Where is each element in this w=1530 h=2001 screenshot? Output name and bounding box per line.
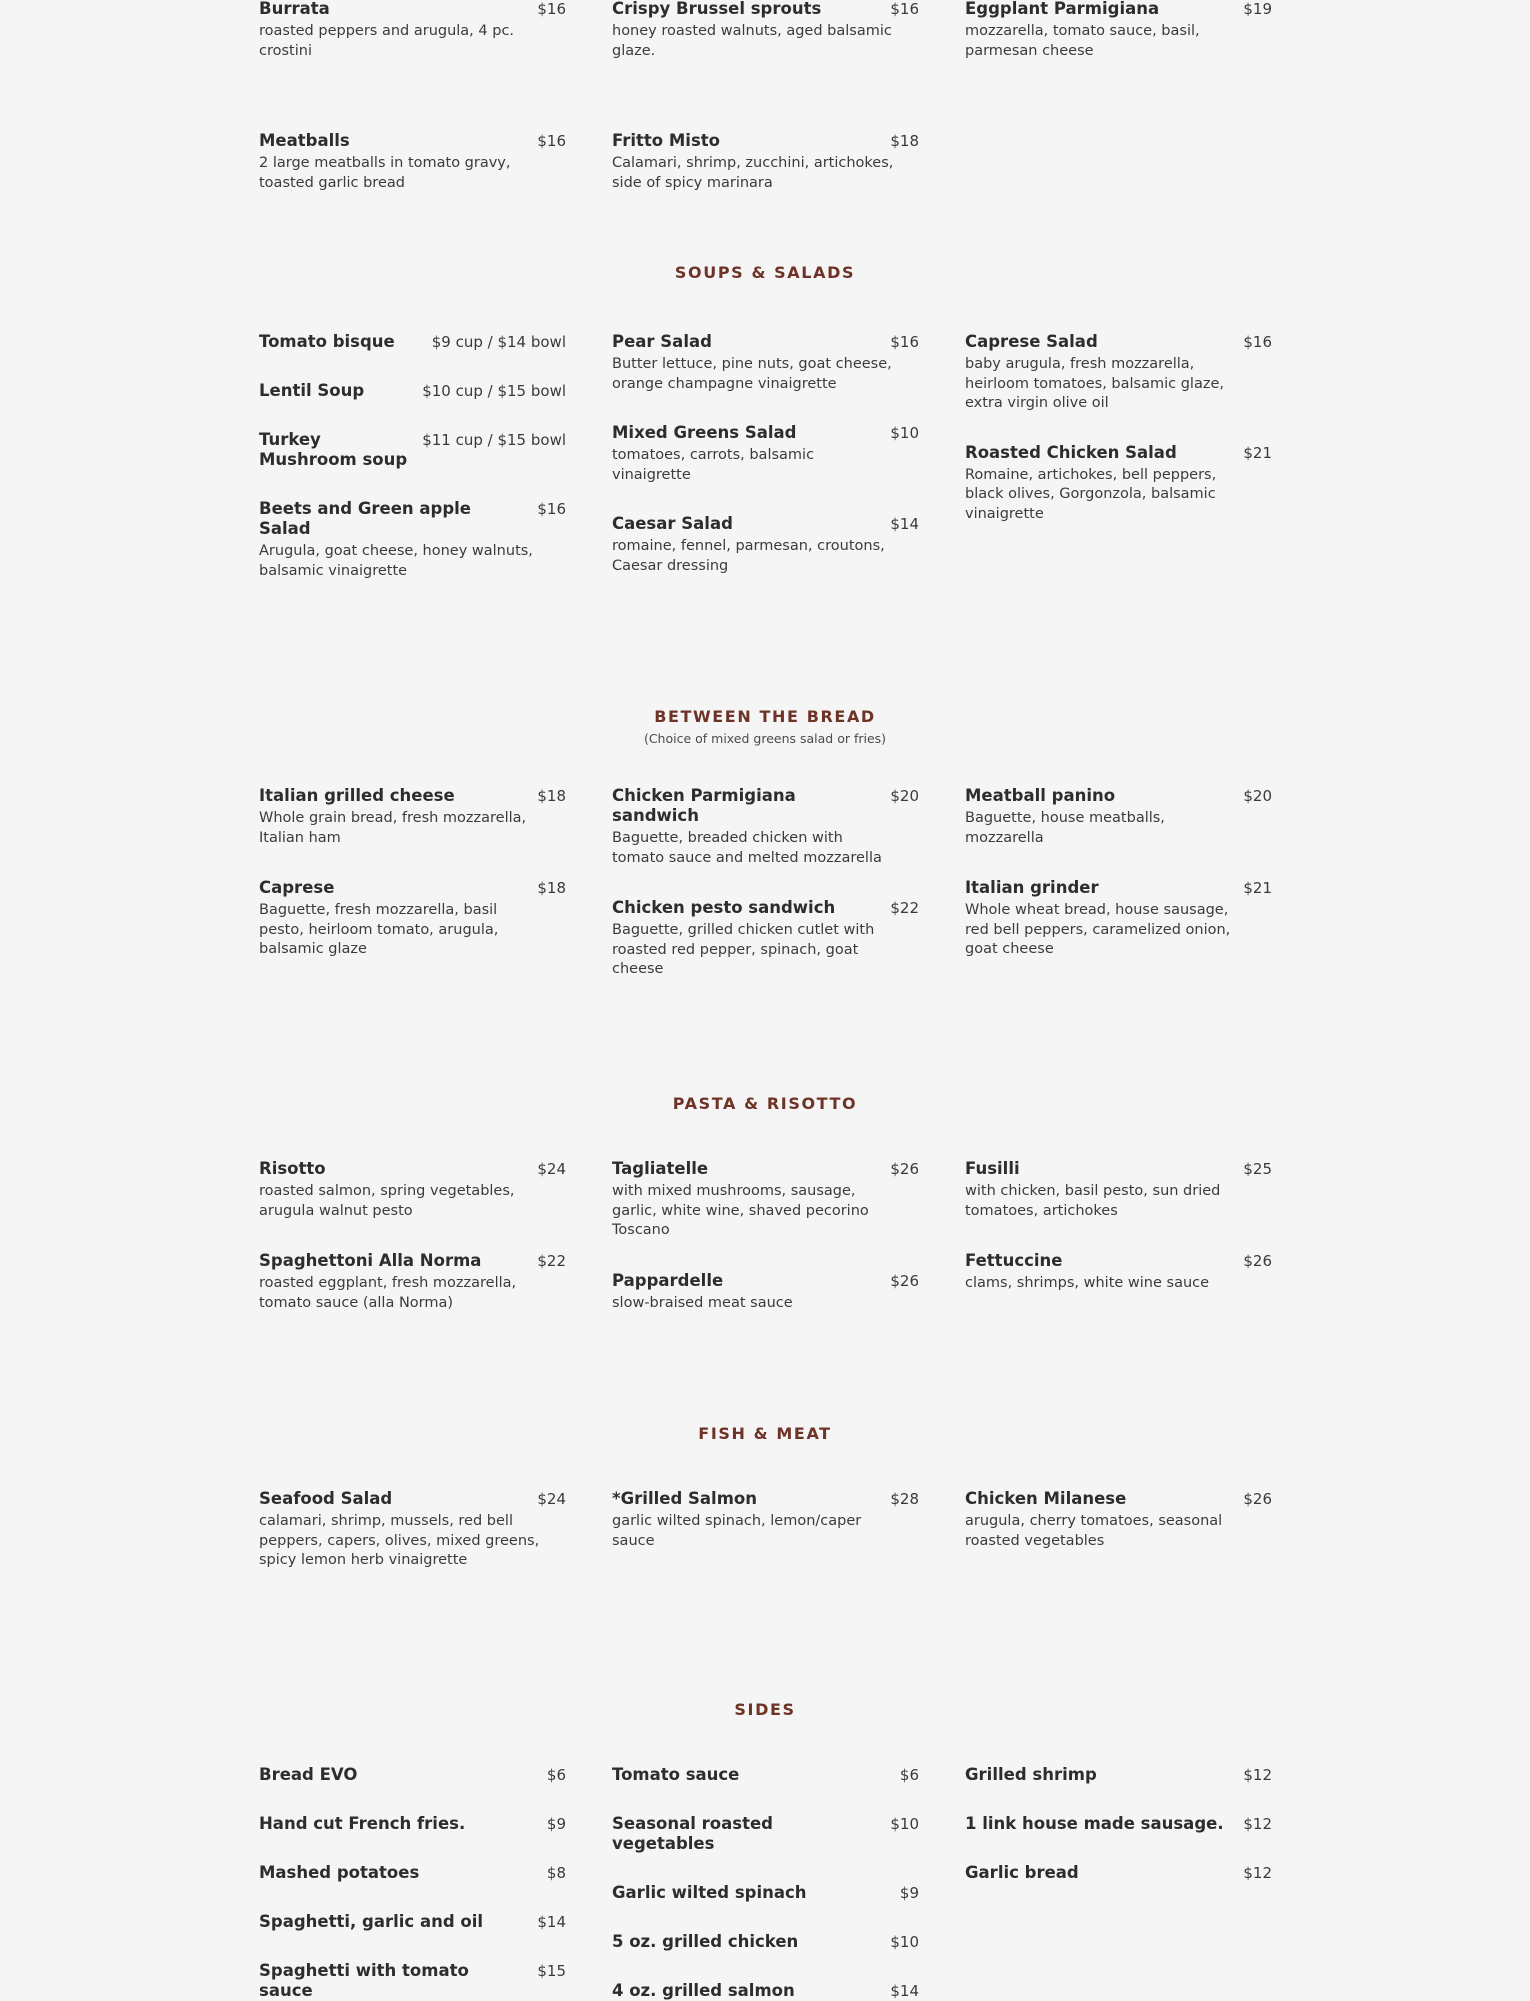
menu-item <box>259 430 566 470</box>
menu-item-name: Chicken Parmigiana sandwich <box>612 786 796 825</box>
menu-item <box>965 443 1272 525</box>
menu-item-price: $11 cup / $15 bowl <box>422 431 566 449</box>
menu-item-name: Caprese Salad <box>965 332 1098 351</box>
menu-item-name: Fritto Misto <box>612 131 720 150</box>
menu-item-header <box>965 786 1272 806</box>
menu-item-description: arugula, cherry tomatoes, seasonal roasted vegetables <box>965 1513 1223 1549</box>
menu-item-name: Garlic bread <box>965 1863 1079 1882</box>
menu-item-header <box>612 423 919 443</box>
menu-item-name: 1 link house made sausage. <box>965 1814 1224 1833</box>
menu-item-header <box>259 131 566 151</box>
menu-item <box>612 1814 919 1854</box>
menu-item-price: $14 <box>890 1982 919 2000</box>
menu-item-header <box>612 1489 919 1509</box>
menu-item-description: tomatoes, carrots, balsamic vinaigrette <box>612 447 815 483</box>
menu-item-name: Pear Salad <box>612 332 712 351</box>
menu-item <box>965 1251 1272 1294</box>
menu-item <box>259 878 566 960</box>
sides-col-1 <box>259 1765 566 2001</box>
menu-item-name: Meatball panino <box>965 786 1116 805</box>
menu-item-name: Crispy Brussel sprouts <box>612 0 822 18</box>
menu-item <box>612 786 919 868</box>
menu-item-name: Caesar Salad <box>612 514 733 533</box>
menu-item-price: $14 <box>537 1913 566 1931</box>
menu-item <box>965 1159 1272 1221</box>
menu-item-price: $19 <box>1243 0 1272 18</box>
menu-item-price: $16 <box>1243 333 1272 351</box>
menu-item-name: Fettuccine <box>965 1251 1063 1270</box>
menu-item-price: $16 <box>537 0 566 18</box>
menu-item-price: $6 <box>546 1766 566 1784</box>
menu-item <box>259 1251 566 1313</box>
soups-col-2 <box>612 332 919 581</box>
section-soups-salads <box>259 263 1271 581</box>
menu-item <box>612 1883 919 1903</box>
menu-item <box>612 1765 919 1785</box>
menu-item-price: $26 <box>890 1271 919 1290</box>
menu-item-header <box>612 514 919 534</box>
menu-item-header <box>612 1883 919 1903</box>
menu-item-header <box>965 1251 1272 1271</box>
fish-grid <box>259 1489 1271 1571</box>
pasta-grid <box>259 1159 1271 1313</box>
menu-item-price: $10 <box>890 1815 919 1833</box>
menu-item <box>259 1765 566 1785</box>
menu-item-name: Grilled shrimp <box>965 1765 1097 1784</box>
section-title: PASTA & RISOTTO <box>672 1094 858 1113</box>
fish-col-2 <box>612 1489 919 1571</box>
menu-item-header <box>259 1489 566 1509</box>
menu-item-price: $21 <box>1243 879 1272 897</box>
menu-item-name: Caprese <box>259 878 335 897</box>
menu-item-header <box>259 499 566 539</box>
menu-item-name: Tomato bisque <box>259 332 395 351</box>
fish-col-1 <box>259 1489 566 1571</box>
section-pasta-risotto <box>259 1094 1271 1313</box>
sides-grid <box>259 1765 1271 2001</box>
menu-item-price: $24 <box>537 1490 566 1508</box>
menu-item-header <box>612 1932 919 1952</box>
menu-item-name: Mashed potatoes <box>259 1863 420 1882</box>
menu-item-name: Lentil Soup <box>259 381 365 400</box>
menu-item-description: Arugula, goat cheese, honey walnuts, balsamic vinaigrette <box>259 543 533 579</box>
menu-item-price: $26 <box>1243 1252 1272 1270</box>
menu-item-description: roasted eggplant, fresh mozzarella, tomato sauce (alla Norma) <box>259 1275 517 1311</box>
menu-item-header <box>259 332 566 352</box>
menu-item-header <box>259 1863 566 1883</box>
menu-item-name: Beets and Green apple Salad <box>259 499 472 538</box>
menu-item-header <box>612 0 919 19</box>
menu-item-description: Butter lettuce, pine nuts, goat cheese, orange champagne vinaigrette <box>612 356 892 392</box>
section-starters <box>259 0 1271 193</box>
menu-item-description: slow-braised meat sauce <box>612 1294 793 1311</box>
soups-col-3 <box>965 332 1272 581</box>
menu-item-header <box>259 1814 566 1834</box>
menu-item-name: Chicken pesto sandwich <box>612 898 836 917</box>
starters-col-2 <box>612 0 919 193</box>
menu-item-price: $24 <box>537 1160 566 1178</box>
menu-item-description: garlic wilted spinach, lemon/caper sauce <box>612 1513 862 1549</box>
menu-item-price: $14 <box>890 515 919 533</box>
bread-col-3 <box>965 786 1272 980</box>
menu-item-header <box>965 1814 1272 1834</box>
menu-item-name: Eggplant Parmigiana <box>965 0 1160 18</box>
menu-item-description: honey roasted walnuts, aged balsamic glaze. <box>612 23 892 59</box>
menu-item-name: 5 oz. grilled chicken <box>612 1932 799 1951</box>
menu-item <box>612 1981 919 2001</box>
menu-item-price: $9 <box>546 1815 566 1833</box>
menu-item <box>965 0 1272 61</box>
pasta-col-2 <box>612 1159 919 1313</box>
menu-item <box>259 786 566 848</box>
menu-item-description: with mixed mushrooms, sausage, garlic, white wine, shaved pecorino Toscano <box>612 1183 869 1238</box>
menu-item-header <box>965 443 1272 463</box>
menu-item-description: Whole grain bread, fresh mozzarella, Italian ham <box>259 810 527 846</box>
menu-item-price: $12 <box>1243 1766 1272 1784</box>
menu-item-header <box>259 1159 566 1179</box>
menu-item-description: Baguette, grilled chicken cutlet with roasted red pepper, spinach, goat cheese <box>612 922 875 977</box>
menu-item <box>259 1159 566 1221</box>
section-title: SOUPS & SALADS <box>674 263 856 282</box>
menu-item-header <box>965 1863 1272 1883</box>
menu-item-description: roasted peppers and arugula, 4 pc. crostini <box>259 23 515 59</box>
sides-col-2 <box>612 1765 919 2001</box>
menu-item-price: $18 <box>537 879 566 897</box>
menu-item-header <box>259 1912 566 1932</box>
menu-item-price: $10 <box>890 1933 919 1951</box>
menu-item <box>259 381 566 401</box>
sides-col-3 <box>965 1765 1272 2001</box>
menu-item-name: Tomato sauce <box>612 1765 740 1784</box>
starters-grid <box>259 0 1271 193</box>
bread-grid <box>259 786 1271 980</box>
menu-item-header <box>259 1961 566 2001</box>
menu-item-price: $10 <box>890 424 919 442</box>
menu-item-name: Fusilli <box>965 1159 1020 1178</box>
menu-item-price: $9 cup / $14 bowl <box>431 333 566 351</box>
menu-item <box>612 514 919 576</box>
menu-item-description: Calamari, shrimp, zucchini, artichokes, side of spicy marinara <box>612 155 894 191</box>
menu-item-name: *Grilled Salmon <box>612 1489 757 1508</box>
menu-item-header <box>259 786 566 806</box>
menu-item-header <box>612 1271 919 1291</box>
menu-item-header <box>259 381 566 401</box>
menu-item <box>612 1489 919 1551</box>
menu-item-price: $8 <box>546 1864 566 1882</box>
menu-item-price: $18 <box>890 132 919 150</box>
menu-item-name: Tagliatelle <box>612 1159 709 1178</box>
menu-item-header <box>965 878 1272 898</box>
menu-item-price: $16 <box>537 132 566 150</box>
menu-item-name: Seasonal roasted vegetables <box>612 1814 773 1853</box>
menu-item-header <box>612 1159 919 1179</box>
menu-item-name: Spaghettoni Alla Norma <box>259 1251 482 1270</box>
pasta-col-1 <box>259 1159 566 1313</box>
menu-item <box>259 1814 566 1834</box>
menu-item-description: baby arugula, fresh mozzarella, heirloom tomatoes, balsamic glaze, extra virgin olive oil <box>965 356 1224 411</box>
menu-item-header <box>259 1765 566 1785</box>
menu-item <box>965 878 1272 960</box>
menu-item-price: $16 <box>890 0 919 18</box>
section-between-the-bread <box>259 707 1271 980</box>
menu-item-price: $15 <box>537 1962 566 1980</box>
menu-item-price: $20 <box>890 787 919 805</box>
menu-item-price: $9 <box>899 1884 919 1902</box>
menu-item-price: $25 <box>1243 1160 1272 1178</box>
menu-item-header <box>965 332 1272 352</box>
menu-item <box>612 131 919 193</box>
menu-item-price: $21 <box>1243 443 1272 462</box>
menu-item <box>612 0 919 61</box>
starters-col-3 <box>965 0 1272 193</box>
menu-item-header <box>965 1489 1272 1509</box>
menu-item-price: $12 <box>1243 1864 1272 1882</box>
menu-item-description: Romaine, artichokes, bell peppers, black olives, Gorgonzola, balsamic vinaigrette <box>965 466 1217 522</box>
menu-item-description: Baguette, house meatballs, mozzarella <box>965 810 1165 846</box>
bread-col-2 <box>612 786 919 980</box>
menu-item-price: $28 <box>890 1490 919 1508</box>
menu-item-description: with chicken, basil pesto, sun dried tomatoes, artichokes <box>965 1183 1221 1219</box>
menu-item-name: Burrata <box>259 0 330 18</box>
menu-item <box>612 1932 919 1952</box>
pasta-col-3 <box>965 1159 1272 1313</box>
menu-item-price: $22 <box>537 1252 566 1270</box>
menu-item <box>259 1489 566 1571</box>
menu-item-header <box>259 1251 566 1271</box>
menu-item-header <box>612 786 919 826</box>
menu-item-price: $20 <box>1243 787 1272 805</box>
menu-item-description: romaine, fennel, parmesan, croutons, Caesar dressing <box>612 538 885 574</box>
menu-item-header <box>612 332 919 352</box>
menu-item <box>259 1863 566 1883</box>
section-subtitle: (Choice of mixed greens salad or fries) <box>643 731 887 746</box>
menu-item-name: Risotto <box>259 1159 326 1178</box>
menu-item <box>965 1814 1272 1834</box>
menu-item-price: $22 <box>890 899 919 917</box>
section-fish-meat <box>259 1424 1271 1571</box>
menu-item-header <box>965 1159 1272 1179</box>
menu-item-header <box>612 1765 919 1785</box>
menu-item <box>259 332 566 352</box>
menu-item-description: 2 large meatballs in tomato gravy, toasted garlic bread <box>259 155 511 191</box>
menu-item-price: $16 <box>890 333 919 351</box>
menu-item-header <box>259 0 566 19</box>
menu-item-description: Baguette, breaded chicken with tomato sauce and melted mozzarella <box>612 830 882 866</box>
menu-item-name: Meatballs <box>259 131 350 150</box>
menu-item-description: clams, shrimps, white wine sauce <box>965 1275 1210 1291</box>
menu-item-name: Chicken Milanese <box>965 1489 1127 1508</box>
menu-item <box>612 332 919 394</box>
section-title: FISH & MEAT <box>698 1424 832 1443</box>
menu-item-price: $16 <box>537 500 566 518</box>
menu-item-name: Spaghetti, garlic and oil <box>259 1912 484 1931</box>
soups-col-1 <box>259 332 566 581</box>
menu-item-price: $6 <box>899 1766 919 1784</box>
menu-item-price: $26 <box>890 1160 919 1178</box>
section-title: BETWEEN THE BREAD <box>654 707 876 726</box>
soups-grid <box>259 332 1271 581</box>
menu-item-name: Italian grinder <box>965 878 1099 897</box>
menu-item-name: Mixed Greens Salad <box>612 423 797 442</box>
section-sides <box>259 1700 1271 2001</box>
menu-item-name: Seafood Salad <box>259 1489 393 1508</box>
menu-item <box>965 786 1272 848</box>
menu-item <box>965 1489 1272 1551</box>
menu-item-name: Italian grilled cheese <box>259 786 455 805</box>
menu-item <box>259 0 566 61</box>
fish-col-3 <box>965 1489 1272 1571</box>
menu-item-header <box>612 898 919 918</box>
menu-item-header <box>612 1981 919 2001</box>
starters-col-1 <box>259 0 566 193</box>
menu-item-header <box>612 131 919 151</box>
menu-item-price: $18 <box>537 787 566 805</box>
menu-item-header <box>612 1814 919 1854</box>
menu-item <box>965 1765 1272 1785</box>
menu-item-header <box>965 0 1272 19</box>
menu-item-name: Pappardelle <box>612 1270 724 1290</box>
menu-item-name: Bread EVO <box>259 1765 358 1784</box>
menu-item-name: Garlic wilted spinach <box>612 1883 807 1902</box>
menu-item-price: $26 <box>1243 1490 1272 1508</box>
menu-item <box>259 131 566 193</box>
menu-item-price: $12 <box>1243 1815 1272 1833</box>
menu-item-header <box>965 1765 1272 1785</box>
menu-item <box>612 1271 919 1314</box>
menu-item-name: Hand cut French fries. <box>259 1814 466 1833</box>
menu-item-name: 4 oz. grilled salmon <box>612 1981 795 2000</box>
menu-item-description: mozzarella, tomato sauce, basil, parmesan cheese <box>965 23 1200 59</box>
menu-item <box>612 898 919 980</box>
menu-item-price: $10 cup / $15 bowl <box>422 382 566 400</box>
menu-item <box>259 1912 566 1932</box>
menu-item <box>612 1159 919 1241</box>
menu-item-header <box>259 430 566 470</box>
menu-item-name: Turkey Mushroom soup <box>259 430 408 469</box>
menu-item <box>259 499 566 581</box>
menu-item-name: Spaghetti with tomato sauce <box>259 1961 469 2000</box>
menu-item-name: Roasted Chicken Salad <box>965 442 1177 462</box>
menu-item <box>612 423 919 485</box>
menu-item-header <box>259 878 566 898</box>
menu-item-description: roasted salmon, spring vegetables, arugula walnut pesto <box>259 1183 515 1219</box>
bread-col-1 <box>259 786 566 980</box>
menu-item-description: Whole wheat bread, house sausage, red bell peppers, caramelized onion, goat cheese <box>965 902 1231 957</box>
section-title: SIDES <box>734 1700 796 1719</box>
menu-item <box>965 332 1272 414</box>
menu-item <box>259 1961 566 2001</box>
menu-item <box>965 1863 1272 1883</box>
menu-item-description: Baguette, fresh mozzarella, basil pesto, heirloom tomato, arugula, balsamic glaze <box>259 902 499 957</box>
menu-item-description: calamari, shrimp, mussels, red bell peppers, capers, olives, mixed greens, spicy lemon herb vinaigrette <box>259 1513 540 1568</box>
